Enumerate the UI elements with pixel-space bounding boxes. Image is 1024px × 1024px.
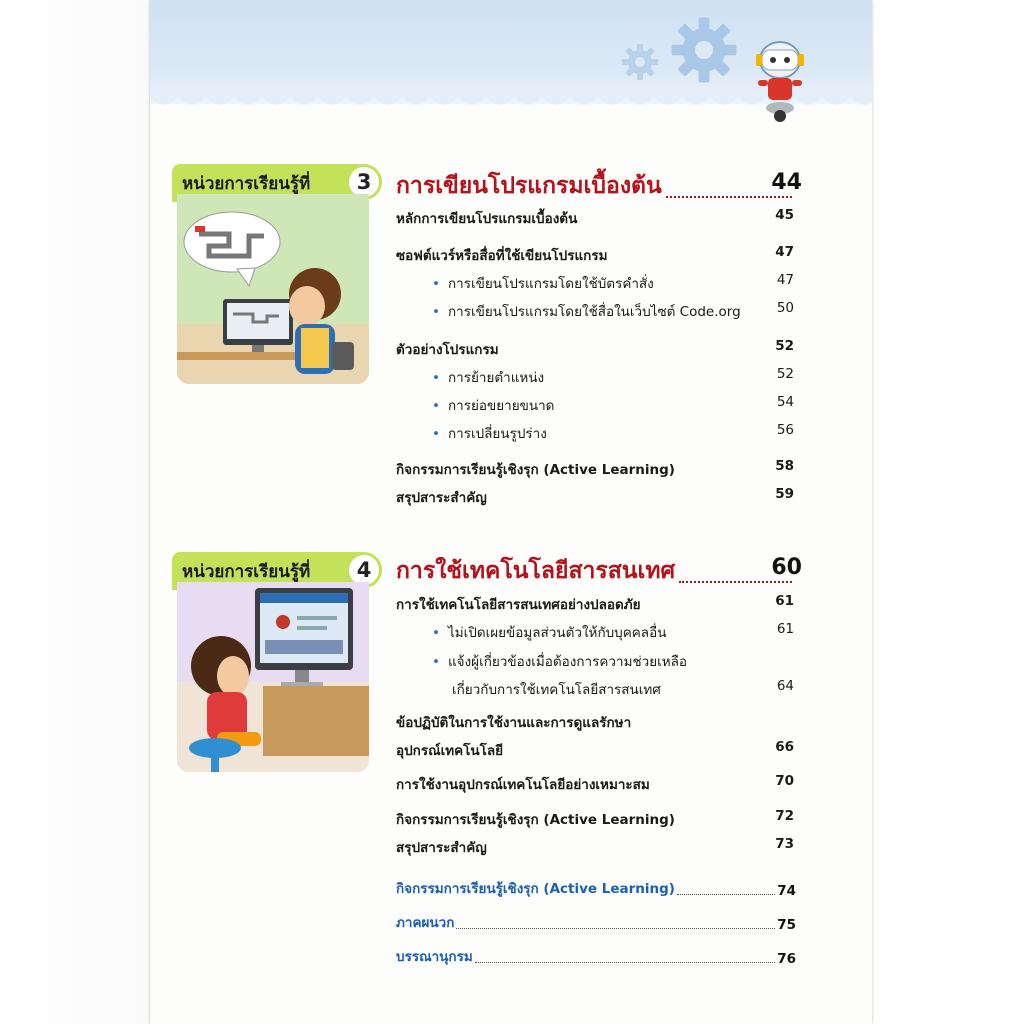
bullet-icon: • (432, 304, 440, 320)
toc-sub-entry[interactable] (396, 272, 796, 294)
toc-entry[interactable]: ซอฟต์แวร์หรือสื่อที่ใช้เขียนโปรแกรม (396, 248, 608, 264)
toc-page-number: 59 (775, 486, 794, 502)
leader-dots (475, 962, 775, 963)
toc-entry[interactable]: ตัวอย่างโปรแกรม (396, 342, 499, 358)
toc-entry-text: การย่อขยายขนาด (447, 398, 555, 414)
toc-entry-text: การย้ายตำแหน่ง (447, 370, 545, 386)
back-matter-text: กิจกรรมการเรียนรู้เชิงรุก (Active Learning) (396, 881, 675, 897)
toc-page-number: 47 (776, 272, 794, 288)
leader-dots (666, 196, 792, 198)
unit-4-title[interactable] (396, 553, 796, 589)
toc-entry-text: การเขียนโปรแกรมโดยใช้บัตรคำสั่ง (447, 276, 654, 292)
toc-page-number: 54 (776, 394, 794, 410)
toc-page-number: 56 (776, 422, 794, 438)
bullet-icon: • (432, 426, 440, 442)
toc-page-number: 45 (775, 207, 794, 223)
unit-title-text: การเขียนโปรแกรมเบื้องต้น (396, 173, 662, 199)
back-matter-appendix[interactable] (396, 911, 796, 933)
unit-3-page: 44 (771, 170, 802, 195)
unit-3-title[interactable] (396, 168, 796, 204)
toc-page-number: 50 (776, 300, 794, 316)
back-matter-page: 76 (777, 951, 796, 967)
toc-sub-entry[interactable] (396, 394, 796, 416)
unit-badge-label: หน่วยการเรียนรู้ที่ (182, 561, 311, 582)
back-matter-text: บรรณานุกรม (396, 949, 473, 965)
unit-title-text: การใช้เทคโนโลยีสารสนเทศ (396, 558, 676, 584)
unit-badge-label: หน่วยการเรียนรู้ที่ (182, 173, 311, 194)
toc-page-number: 52 (775, 338, 794, 354)
toc-entry[interactable]: หลักการเขียนโปรแกรมเบื้องต้น (396, 211, 578, 227)
toc-entry[interactable]: สรุปสาระสำคัญ (396, 840, 487, 856)
toc-sub-entry-continued[interactable]: เกี่ยวกับการใช้เทคโนโลยีสารสนเทศ (452, 682, 661, 698)
toc-page-number: 73 (775, 836, 794, 852)
bullet-icon: • (432, 276, 440, 292)
toc-page-number: 52 (776, 366, 794, 382)
bullet-icon: • (432, 398, 440, 414)
toc-sub-entry[interactable] (396, 300, 796, 322)
toc-page-number: 70 (775, 773, 794, 789)
back-matter-page: 75 (777, 917, 796, 933)
toc-sub-entry[interactable] (396, 650, 796, 672)
robot-mascot-icon (748, 36, 812, 124)
unit-number: 4 (346, 552, 382, 588)
back-matter-active-learning[interactable] (396, 877, 796, 899)
boy-at-computer-illustration (177, 194, 369, 384)
toc-sub-entry[interactable] (396, 422, 796, 444)
gear-icon (620, 42, 660, 82)
toc-entry-continued[interactable]: อุปกรณ์เทคโนโลยี (396, 743, 504, 759)
back-matter-text: ภาคผนวก (396, 915, 455, 931)
toc-entry[interactable]: ข้อปฏิบัติในการใช้งานและการดูแลรักษา (396, 715, 632, 731)
toc-page (150, 0, 872, 1024)
toc-entry[interactable]: กิจกรรมการเรียนรู้เชิงรุก (Active Learning) (396, 812, 675, 828)
toc-page-number: 61 (776, 621, 794, 637)
toc-page-number: 58 (775, 458, 794, 474)
unit-number: 3 (346, 164, 382, 200)
toc-sub-entry[interactable] (396, 366, 796, 388)
toc-entry-text: การเขียนโปรแกรมโดยใช้สื่อในเว็บไซต์ Code.org (447, 304, 741, 320)
toc-entry-text: การเปลี่ยนรูปร่าง (447, 426, 547, 442)
bullet-icon: • (432, 370, 440, 386)
toc-entry[interactable]: การใช้งานอุปกรณ์เทคโนโลยีอย่างเหมาะสม (396, 777, 650, 793)
background-left (0, 0, 150, 1024)
toc-entry[interactable]: กิจกรรมการเรียนรู้เชิงรุก (Active Learning) (396, 462, 675, 478)
toc-sub-entry[interactable] (396, 621, 796, 643)
back-matter-page: 74 (777, 883, 796, 899)
toc-page-number: 61 (775, 593, 794, 609)
leader-dots (679, 581, 792, 583)
toc-page-number: 72 (775, 808, 794, 824)
toc-page-number: 47 (775, 244, 794, 260)
bullet-icon: • (432, 654, 440, 670)
leader-dots (677, 894, 775, 895)
unit-4-page: 60 (771, 555, 802, 580)
bullet-icon: • (432, 625, 440, 641)
toc-page-number: 64 (776, 678, 794, 694)
toc-page-number: 66 (775, 739, 794, 755)
leader-dots (456, 928, 775, 929)
gear-icon (668, 14, 740, 86)
back-matter-bibliography[interactable] (396, 945, 796, 967)
girl-at-computer-illustration (177, 582, 369, 772)
toc-entry-text: แจ้งผู้เกี่ยวข้องเมื่อต้องการความช่วยเหลือ (447, 654, 688, 670)
toc-entry[interactable]: สรุปสาระสำคัญ (396, 490, 487, 506)
toc-entry[interactable]: การใช้เทคโนโลยีสารสนเทศอย่างปลอดภัย (396, 597, 641, 613)
toc-entry-text: ไม่เปิดเผยข้อมูลส่วนตัวให้กับบุคคลอื่น (447, 625, 667, 641)
